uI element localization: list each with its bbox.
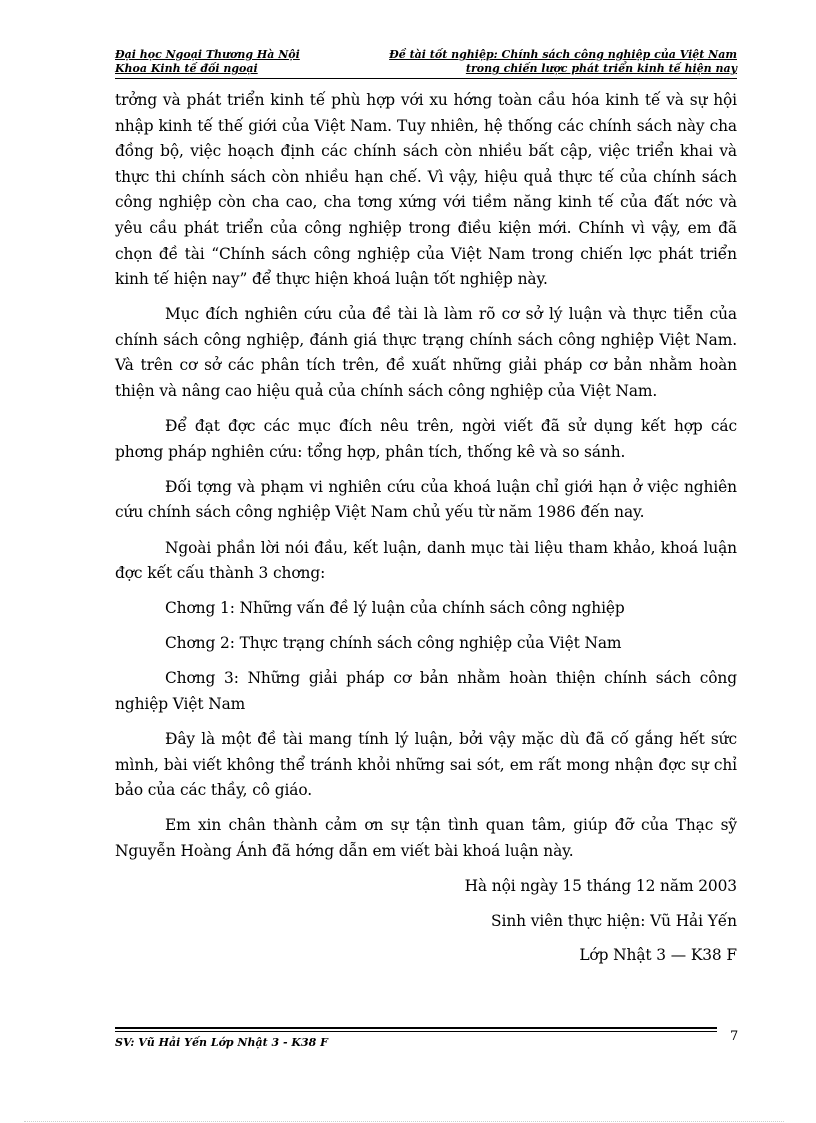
- chapter-1-item: Chơng 1: Những vấn đề lý luận của chính sách công nghiệp: [165, 599, 625, 618]
- paragraph-methods: Để đạt đợc các mục đích nêu trên, ngời viết đã sử dụng kết hợp các phơng pháp nghiên cứu: tổng hợp, phân tích, thống kê và so sánh.: [115, 417, 737, 461]
- signature-block: [115, 874, 737, 969]
- signature-class: Lớp Nhật 3 — K38 F: [579, 946, 737, 965]
- footer-rule-thick: [115, 1027, 717, 1029]
- paragraph-structure: Ngoài phần lời nói đầu, kết luận, danh mục tài liệu tham khảo, khoá luận đợc kết cấu thành 3 chơng:: [115, 538, 737, 583]
- header-thesis-subtitle: trong chiến lược phát triển kinh tế hiện nay: [465, 62, 737, 75]
- signature-date: Hà nội ngày 15 tháng 12 năm 2003: [464, 877, 737, 896]
- signature-student: Sinh viên thực hiện: Vũ Hải Yến: [491, 911, 737, 930]
- header-left: [115, 48, 300, 76]
- paragraph-apology: Đây là một đề tài mang tính lý luận, bởi vậy mặc dù đã cố gắng hết sức mình, bài viết không thể tránh khỏi những sai sót, em rất mong nhận đợc sự chỉ bảo của các thầy, cô giáo.: [115, 730, 737, 800]
- footer-divider: [115, 1027, 717, 1032]
- document-body: [115, 88, 737, 978]
- paragraph-thanks: Em xin chân thành cảm ơn sự tận tình quan tâm, giúp đỡ của Thạc sỹ Nguyễn Hoàng Ánh đã hớng dẫn em viết bài khoá luận này.: [115, 816, 737, 860]
- footer-author: SV: Vũ Hải Yến Lớp Nhật 3 - K38 F: [115, 1036, 328, 1049]
- page-edge-divider: [24, 1121, 784, 1122]
- header-university: Đại học Ngoại Thương Hà Nội: [115, 48, 300, 61]
- paragraph-purpose: Mục đích nghiên cứu của đề tài là làm rõ cơ sở lý luận và thực tiễn của chính sách công nghiệp, đánh giá thực trạng chính sách công nghiệp Việt Nam. Và trên cơ sở các phân tích trên, đề xuất những giải pháp cơ bản nhằm hoàn thiện và nâng cao hiệu quả của chính sách công nghiệp của Việt Nam.: [115, 305, 737, 401]
- paragraph-continuation: trởng và phát triển kinh tế phù hợp với xu hớng toàn cầu hóa kinh tế và sự hội nhập kinh tế thế giới của Việt Nam. Tuy nhiên, hệ thống các chính sách này cha đồng bộ, việc hoạch định các chính sách còn nhiều bất cập, việc triển khai và thực thi chính sách còn nhiều hạn chế. Vì vậy, hiệu quả thực tế của chính sách công nghiệp còn cha cao, cha tơng xứng với tiềm năng kinh tế của đất nớc và yêu cầu phát triển của công nghiệp trong điều kiện mới. Chính vì vậy, em đã chọn đề tài “Chính sách công nghiệp của Việt Nam trong chiến lợc phát triển kinh tế hiện nay” để thực hiện khoá luận tốt nghiệp này.: [115, 91, 737, 289]
- paragraph-scope: Đối tợng và phạm vi nghiên cứu của khoá luận chỉ giới hạn ở việc nghiên cứu chính sách công nghiệp Việt Nam chủ yếu từ năm 1986 đến nay.: [115, 477, 737, 522]
- page-number: 7: [730, 1029, 739, 1044]
- chapter-2-item: Chơng 2: Thực trạng chính sách công nghiệp của Việt Nam: [165, 634, 622, 653]
- header-right: [389, 48, 737, 76]
- header-thesis-title: Đề tài tốt nghiệp: Chính sách công nghiệp của Việt Nam: [389, 48, 737, 61]
- page-header: [115, 48, 737, 79]
- footer-rule-thin: [115, 1031, 717, 1032]
- chapter-3-item: Chơng 3: Những giải pháp cơ bản nhằm hoàn thiện chính sách công nghiệp Việt Nam: [115, 669, 737, 713]
- header-faculty: Khoa Kinh tế đối ngoại: [115, 62, 258, 75]
